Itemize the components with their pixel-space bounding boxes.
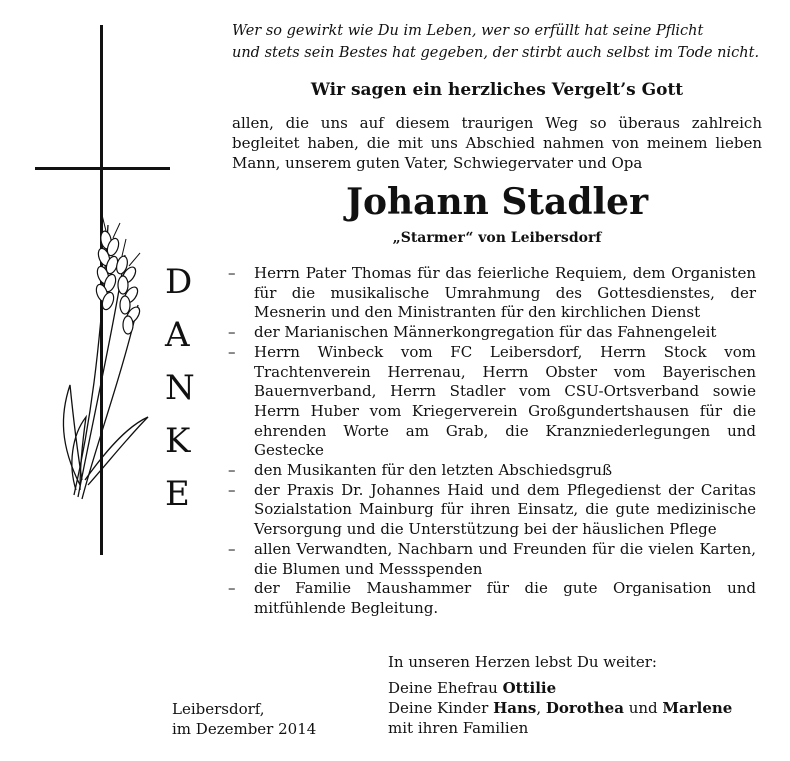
list-item-text: der Marianischen Männerkongregation für das Fahnengeleit: [254, 323, 717, 342]
family-signature: [388, 652, 768, 738]
dash: –: [228, 461, 236, 480]
deceased-nickname: „Starmer“ von Leibersdorf: [392, 230, 602, 246]
thanks-heading: Wir sagen ein herzliches Vergelt’s Gott: [310, 80, 684, 100]
list-item: [228, 461, 756, 481]
dash: –: [228, 539, 236, 558]
dash: –: [228, 480, 236, 499]
child-name: Hans: [493, 699, 537, 717]
child-name: Dorothea: [545, 699, 624, 717]
list-item-text: der Praxis Dr. Johannes Haid und dem Pflegedienst der Caritas Sozialstation Mainburg für ihren Einsatz, die gute medizinische Versorgung und die Unterstützung bei der häuslichen Pflege: [254, 480, 756, 539]
list-item-text: den Musikanten für den letzten Abschiedsgruß: [254, 461, 613, 480]
danke-letter: K: [165, 421, 191, 461]
wife-name: Ottilie: [502, 679, 557, 697]
memorial-poem: [232, 20, 762, 64]
place: Leibersdorf,: [172, 700, 265, 718]
dash: –: [228, 264, 236, 282]
list-item: [228, 264, 756, 323]
wife-prefix: Deine Ehefrau: [388, 679, 503, 697]
list-item-text: Herrn Winbeck vom FC Leibersdorf, Herrn Stock vom Trachtenverein Herrenau, Herrn Obster vom Bayerischen Bauernverband, Herrn Stadler vom CSU-Ortsverband sowie Herrn Huber vom Kriegerverein Großgundertshausen für die ehrenden Worte am Grab, die Kranzniederlegungen und Gestecke: [254, 342, 756, 460]
dash: –: [228, 323, 236, 342]
list-item: [228, 481, 756, 540]
date: im Dezember 2014: [172, 720, 317, 738]
deceased-name: Johann Stadler: [345, 181, 649, 223]
list-item: [228, 343, 756, 461]
place-date: [172, 699, 382, 739]
list-item-text: der Familie Maushammer für die gute Organisation und mitfühlende Begleitung.: [254, 579, 756, 617]
danke-letter: N: [165, 368, 195, 408]
intro-text: allen, die uns auf diesem traurigen Weg so überaus zahlreich begleitet haben, die mit uns Abschied nahmen von meinem lieben Mann, unserem guten Vater, Schwiegervater und Opa: [232, 114, 762, 172]
danke-letter: D: [165, 262, 193, 302]
danke-letter: E: [165, 474, 190, 514]
closing-line: In unseren Herzen lebst Du weiter:: [388, 653, 657, 671]
poem-line: und stets sein Bestes hat gegeben, der stirbt auch selbst im Tode nicht.: [232, 45, 760, 61]
list-item-text: allen Verwandten, Nachbarn und Freunden für die vielen Karten, die Blumen und Messspenden: [254, 539, 756, 578]
separator: und: [623, 699, 663, 717]
thanks-list: [228, 264, 756, 619]
list-item: [228, 579, 756, 618]
danke-letter: A: [165, 315, 190, 355]
list-item: [228, 540, 756, 579]
children-line: [388, 698, 768, 718]
dash: –: [228, 342, 236, 361]
families-line: mit ihren Familien: [388, 719, 529, 737]
list-item: [228, 323, 756, 343]
dash: –: [228, 579, 236, 598]
child-name: Marlene: [662, 699, 733, 717]
wife-line: [388, 678, 768, 698]
poem-line: Wer so gewirkt wie Du im Leben, wer so erfüllt hat seine Pflicht: [232, 23, 704, 39]
list-item-text: Herrn Pater Thomas für das feierliche Requiem, dem Organisten für die musikalische Umrahmung des Gottesdienstes, der Mesnerin und den Ministranten für den kirchlichen Dienst: [254, 264, 756, 322]
separator: ,: [536, 699, 546, 717]
children-prefix: Deine Kinder: [388, 699, 494, 717]
